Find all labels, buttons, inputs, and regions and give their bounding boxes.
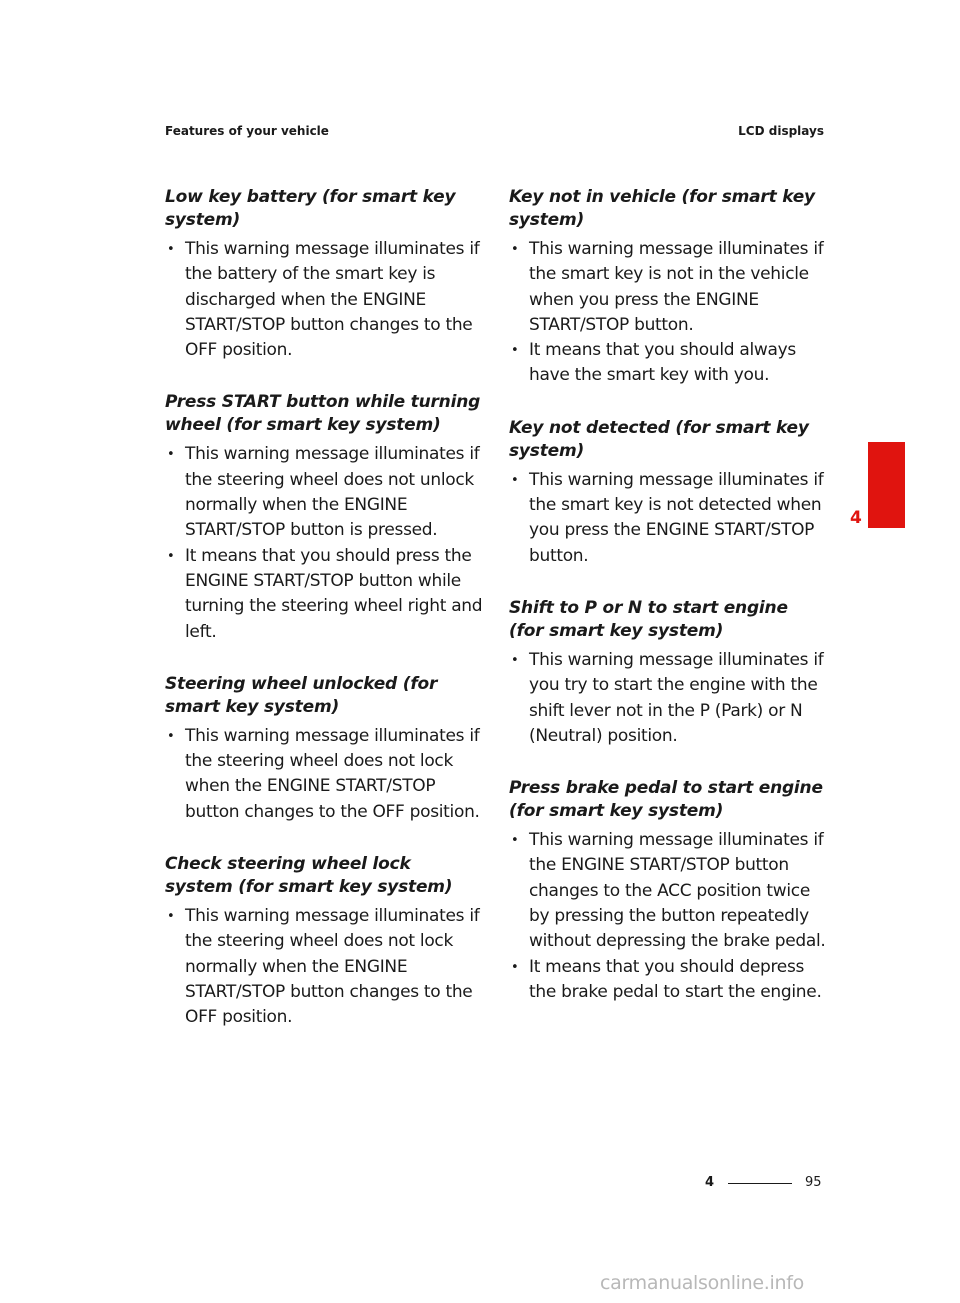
section-check-steering-wheel-lock — [165, 853, 483, 1030]
section-title: Check steering wheel lock system (for smart key system) — [165, 854, 453, 898]
chapter-side-tab — [868, 442, 905, 528]
bullet-item: • This warning message illuminates if the steering wheel does not lock normally when the ENGINE START/STOP button changes to the OFF position. — [165, 904, 483, 1030]
chapter-side-tab-number: 4 — [850, 508, 862, 528]
bullet-list — [509, 237, 827, 389]
bullet-item: • This warning message illuminates if the ENGINE START/STOP button changes to the ACC position twice by pressing the button repeatedly without depressing the brake pedal. — [509, 828, 827, 954]
section-press-brake-pedal — [509, 777, 827, 1005]
section-title: Press brake pedal to start engine (for smart key system) — [509, 778, 823, 822]
bullet-item: • This warning message illuminates if the smart key is not in the vehicle when you press the ENGINE START/STOP button. — [509, 237, 827, 338]
section-key-not-detected — [509, 417, 827, 569]
section-shift-to-p-or-n — [509, 597, 827, 749]
bullet-item: • It means that you should always have the smart key with you. — [509, 338, 827, 389]
bullet-item: • It means that you should press the ENGINE START/STOP button while turning the steering wheel right and left. — [165, 544, 483, 645]
bullet-item: • This warning message illuminates if the battery of the smart key is discharged when the ENGINE START/STOP button changes to the OFF position. — [165, 237, 483, 363]
bullet-list — [509, 828, 827, 1005]
section-title: Steering wheel unlocked (for smart key system) — [165, 673, 438, 717]
footer-page-number: 95 — [805, 1175, 822, 1190]
bullet-item: • This warning message illuminates if the steering wheel does not lock when the ENGINE START/STOP button changes to the OFF position. — [165, 724, 483, 825]
bullet-item: • This warning message illuminates if you try to start the engine with the shift lever not in the P (Park) or N (Neutral) position. — [509, 648, 827, 749]
bullet-list — [165, 724, 483, 825]
watermark-text: carmanualsonline.info — [600, 1272, 804, 1294]
section-title: Key not in vehicle (for smart key system) — [509, 187, 815, 230]
running-header-topic: LCD displays — [738, 124, 824, 138]
section-title: Shift to P or N to start engine (for smart key system) — [509, 597, 788, 641]
section-key-not-in-vehicle — [509, 186, 827, 389]
section-title: Key not detected (for smart key system) — [509, 417, 809, 461]
bullet-list — [165, 904, 483, 1030]
section-title: Press START button while turning wheel (for smart key system) — [165, 392, 481, 436]
bullet-item: • It means that you should depress the brake pedal to start the engine. — [509, 955, 827, 1006]
bullet-list — [165, 237, 483, 363]
bullet-item: • This warning message illuminates if the smart key is not detected when you press the ENGINE START/STOP button. — [509, 468, 827, 569]
running-header-section: Features of your vehicle — [165, 124, 329, 138]
bullet-list — [509, 468, 827, 569]
footer-chapter-number: 4 — [705, 1175, 715, 1190]
section-press-start-button — [165, 391, 483, 644]
right-column — [509, 186, 827, 1033]
section-low-key-battery — [165, 186, 483, 363]
bullet-list — [165, 442, 483, 644]
left-column — [165, 186, 483, 1059]
section-steering-wheel-unlocked — [165, 673, 483, 825]
bullet-list — [509, 648, 827, 749]
bullet-item: • This warning message illuminates if the steering wheel does not unlock normally when the ENGINE START/STOP button is pressed. — [165, 442, 483, 543]
section-title: Low key battery (for smart key system) — [165, 187, 456, 230]
footer-divider — [728, 1183, 792, 1184]
